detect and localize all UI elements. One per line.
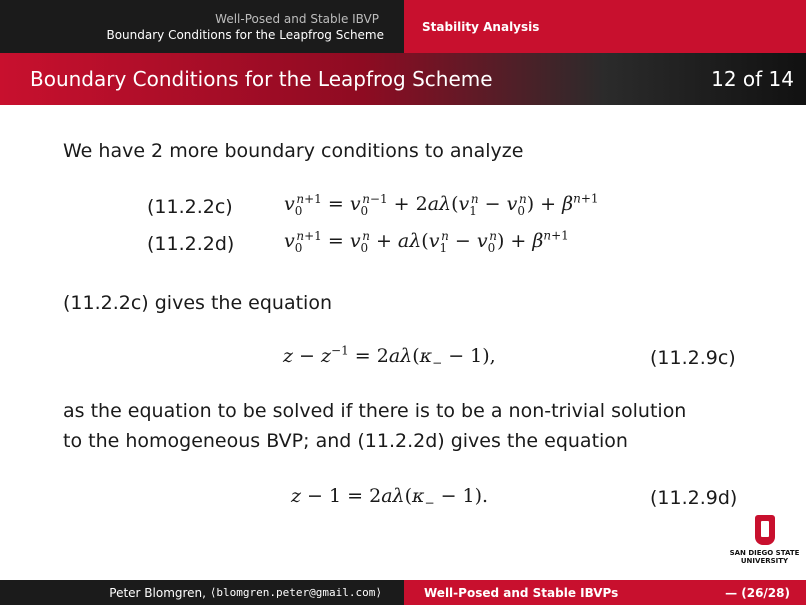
- equation-11-2-9c: $z - z^{-1} = 2a\lambda(\kappa_- - 1)$,: [283, 343, 496, 370]
- equation-label-11-2-9d: (11.2.9d): [650, 487, 738, 509]
- section-navigation[interactable]: [0, 0, 404, 53]
- author-email: ⟨blomgren.peter@gmail.com⟩: [209, 586, 382, 599]
- equation-11-2-9d: $z - 1 = 2a\lambda(\kappa_- - 1)$.: [291, 485, 489, 510]
- section-title[interactable]: Well-Posed and Stable IBVP: [215, 11, 379, 26]
- frame-title: Boundary Conditions for the Leapfrog Scheme: [30, 67, 493, 91]
- explanation-line-2: to the homogeneous BVP; and (11.2.2d) gives the equation: [63, 430, 628, 452]
- explanation-line-1: as the equation to be solved if there is to be a non-trivial solution: [63, 400, 687, 422]
- equation-label-11-2-9c: (11.2.9c): [650, 347, 736, 369]
- current-subsection[interactable]: Stability Analysis: [404, 0, 806, 53]
- university-seal-icon: [755, 515, 775, 545]
- frame-title-bar: [0, 53, 806, 105]
- equation-label-11-2-2c: (11.2.2c): [147, 196, 233, 218]
- author-name: Peter Blomgren,: [109, 585, 206, 600]
- equation-label-11-2-2d: (11.2.2d): [147, 233, 235, 255]
- gives-equation-text: (11.2.2c) gives the equation: [63, 292, 333, 314]
- equation-11-2-2d: $v_0^{n+1} = v_0^n + a\lambda(v_1^n - v_0^n) + \beta^{n+1}$: [284, 228, 569, 255]
- university-name-line1: SAN DIEGO STATE: [729, 549, 800, 557]
- university-logo: [727, 515, 802, 567]
- footer-page-number: — (26/28): [725, 585, 790, 600]
- footer-short-title: Well-Posed and Stable IBVPs: [424, 585, 619, 600]
- footer-info: [404, 580, 806, 605]
- slide-content: [0, 105, 806, 575]
- intro-text: We have 2 more boundary conditions to analyze: [63, 140, 524, 162]
- footer-author: [0, 580, 404, 605]
- subsection-title[interactable]: Boundary Conditions for the Leapfrog Scheme: [106, 27, 384, 42]
- footer-bar: [0, 580, 806, 605]
- frame-counter: 12 of 14: [711, 67, 794, 91]
- university-name-line2: UNIVERSITY: [740, 557, 789, 565]
- equation-11-2-2c: $v_0^{n+1} = v_0^{n-1} + 2a\lambda(v_1^n - v_0^n) + \beta^{n+1}$: [284, 191, 599, 218]
- top-navigation-bar: [0, 0, 806, 53]
